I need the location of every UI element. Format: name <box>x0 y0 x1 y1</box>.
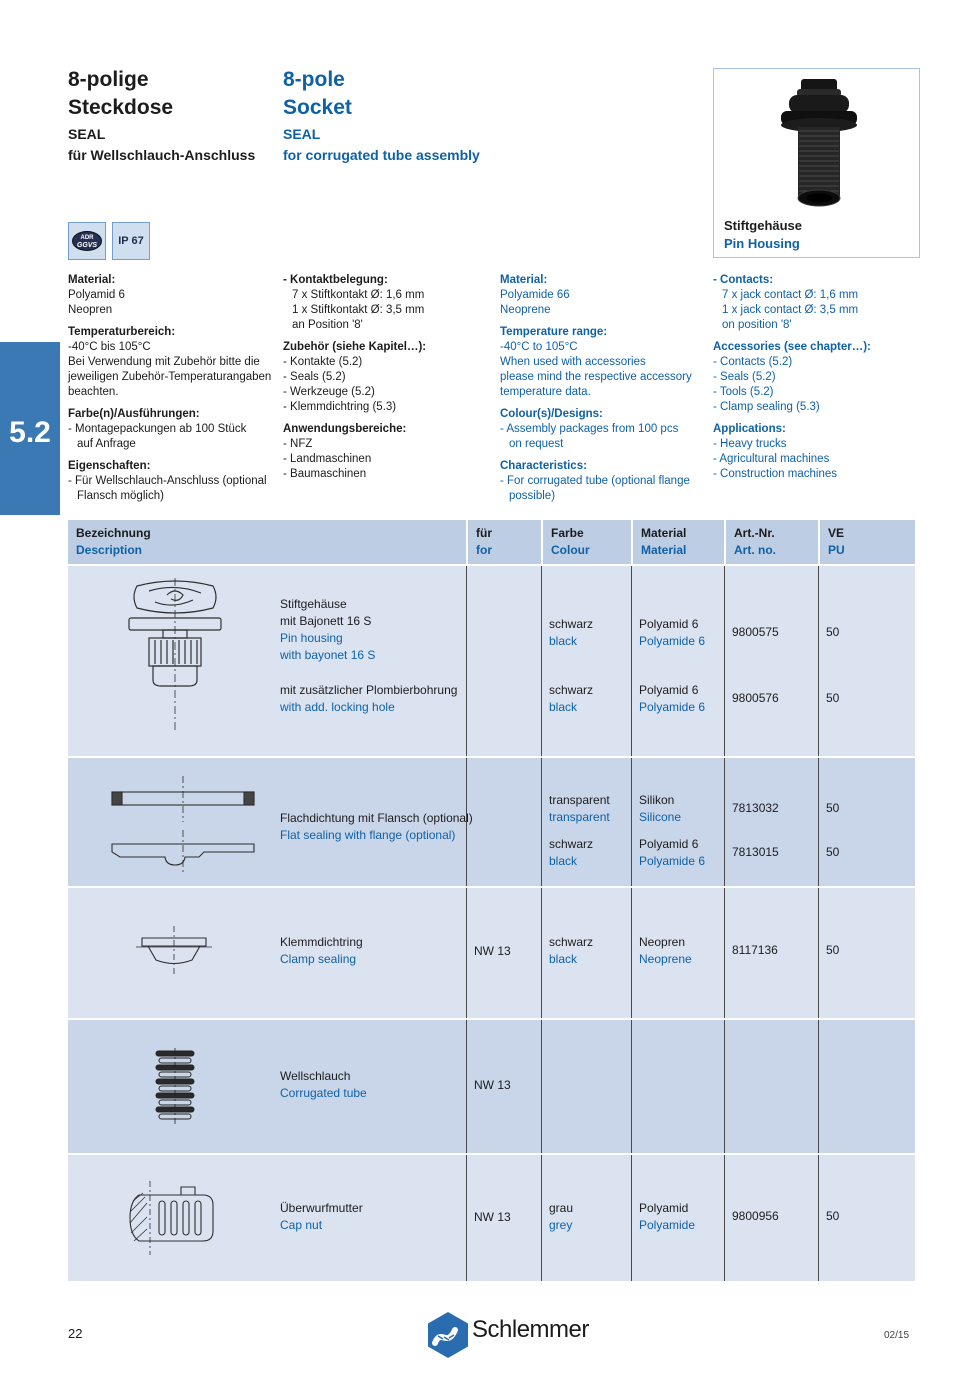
info-line: - Construction machines <box>713 468 837 480</box>
art-no: 7813032 <box>732 801 779 815</box>
info-heading: - Kontaktbelegung: <box>283 274 388 286</box>
title-de-line1: 8-polige <box>68 68 149 91</box>
subtitle-de-line1: SEAL <box>68 126 106 142</box>
col-header-pu-en: PU <box>828 543 845 557</box>
desc-en: Pin housing <box>280 631 343 645</box>
product-table <box>68 520 915 1283</box>
cap-nut-drawing <box>123 1181 218 1256</box>
colour-en: black <box>549 700 578 714</box>
info-heading: Temperaturbereich: <box>68 326 176 338</box>
subtitle-en-line2: for corrugated tube assembly <box>283 147 480 163</box>
pu: 50 <box>826 801 840 815</box>
desc-de: Stiftgehäuse <box>280 597 347 611</box>
col-header-artno-en: Art. no. <box>734 543 776 557</box>
col-header-description-en: Description <box>76 543 143 557</box>
art-no: 8117136 <box>732 943 778 957</box>
info-line: Polyamide 66 <box>500 289 570 301</box>
art-no: 7813015 <box>732 845 779 859</box>
info-line: on request <box>509 438 564 450</box>
desc-de: Wellschlauch <box>280 1069 351 1083</box>
colour-en: black <box>549 854 578 868</box>
info-line: - Für Wellschlauch-Anschluss (optional <box>68 475 267 487</box>
pin-housing-photo <box>769 77 869 217</box>
info-line: - Heavy trucks <box>713 438 787 450</box>
adr-ggvs-icon <box>71 230 103 252</box>
colour-en: black <box>549 634 578 648</box>
colour-de: grau <box>549 1201 574 1215</box>
info-line: - Baumaschinen <box>283 468 367 480</box>
pu: 50 <box>826 943 840 957</box>
desc-en: with add. locking hole <box>280 700 395 714</box>
title-de-line2: Steckdose <box>68 96 174 119</box>
material-de: Polyamid 6 <box>639 617 699 631</box>
info-col-de-2 <box>283 273 493 482</box>
svg-text:GGVS: GGVS <box>76 242 98 249</box>
info-heading: Anwendungsbereiche: <box>283 423 407 435</box>
info-line: beachten. <box>68 386 119 398</box>
info-line: -40°C bis 105°C <box>68 341 151 353</box>
title-en-line1: 8-pole <box>283 68 345 91</box>
info-line: - Contacts (5.2) <box>713 356 793 368</box>
material-de: Polyamid 6 <box>639 683 699 697</box>
colour-de: schwarz <box>549 935 594 949</box>
info-heading: Applications: <box>713 423 786 435</box>
clamp-sealing-drawing <box>134 924 214 979</box>
svg-text:ADR: ADR <box>80 235 94 241</box>
ip67-badge <box>112 222 150 260</box>
col-header-for-de: für <box>476 526 492 540</box>
section-tab: 5.2 <box>0 342 60 515</box>
art-no: 9800956 <box>732 1209 779 1223</box>
info-line: 1 x Stiftkontakt Ø: 3,5 mm <box>292 304 425 316</box>
info-line: Neopren <box>68 304 113 316</box>
corrugated-tube-drawing <box>150 1048 200 1128</box>
table-header <box>68 520 915 564</box>
desc-en: Cap nut <box>280 1218 323 1232</box>
desc-en: Flat sealing with flange (optional) <box>280 828 456 842</box>
info-heading: Characteristics: <box>500 460 587 472</box>
flat-sealing-drawing <box>108 770 258 875</box>
col-header-material-de: Material <box>641 526 687 540</box>
info-heading: Zubehör (siehe Kapitel…): <box>283 341 427 353</box>
info-line: Flansch möglich) <box>77 490 164 502</box>
art-no: 9800576 <box>732 691 779 705</box>
schlemmer-logo-icon <box>428 1312 468 1358</box>
info-line: on position '8' <box>722 319 792 331</box>
info-heading: Eigenschaften: <box>68 460 151 472</box>
edition-label: 02/15 <box>884 1330 910 1341</box>
info-line: jeweiligen Zubehör-Temperaturangaben <box>68 371 272 383</box>
photo-caption-en: Pin Housing <box>724 236 800 251</box>
info-line: - Montagepackungen ab 100 Stück <box>68 423 247 435</box>
art-no: 9800575 <box>732 625 779 639</box>
info-line: possible) <box>509 490 556 502</box>
info-heading: Material: <box>500 274 548 286</box>
table-row <box>68 758 915 886</box>
ip67-label: IP 67 <box>118 235 144 247</box>
colour-de: schwarz <box>549 683 594 697</box>
info-line: 7 x jack contact Ø: 1,6 mm <box>722 289 859 301</box>
info-line: Neoprene <box>500 304 551 316</box>
info-line: - NFZ <box>283 438 313 450</box>
info-line: auf Anfrage <box>77 438 136 450</box>
colour-de: schwarz <box>549 617 594 631</box>
info-heading: Colour(s)/Designs: <box>500 408 603 420</box>
info-line: - Kontakte (5.2) <box>283 356 363 368</box>
table-row <box>68 1155 915 1281</box>
info-line: temperature data. <box>500 386 591 398</box>
info-line: 1 x jack contact Ø: 3,5 mm <box>722 304 859 316</box>
info-line: - Agricultural machines <box>713 453 830 465</box>
info-line: - Klemmdichtring (5.3) <box>283 401 397 413</box>
desc-en: Clamp sealing <box>280 952 357 966</box>
info-line: please mind the respective accessory <box>500 371 692 383</box>
info-line: Bei Verwendung mit Zubehör bitte die <box>68 356 260 368</box>
colour-de: transparent <box>549 793 610 807</box>
pu: 50 <box>826 1209 840 1223</box>
material-en: Polyamide 6 <box>639 854 706 868</box>
material-de: Polyamid <box>639 1201 689 1215</box>
desc-de: mit zusätzlicher Plombierbohrung <box>280 683 458 697</box>
desc-en: Corrugated tube <box>280 1086 367 1100</box>
info-line: - Landmaschinen <box>283 453 372 465</box>
colour-de: schwarz <box>549 837 594 851</box>
pin-housing-drawing <box>115 578 235 738</box>
photo-caption-de: Stiftgehäuse <box>724 218 803 233</box>
table-row <box>68 888 915 1018</box>
material-en: Polyamide 6 <box>639 700 706 714</box>
col-header-description-de: Bezeichnung <box>76 526 151 540</box>
cert-badge <box>68 222 106 260</box>
col-header-colour-en: Colour <box>551 543 590 557</box>
for-value: NW 13 <box>474 944 511 958</box>
info-line: - Tools (5.2) <box>713 386 774 398</box>
info-heading: Material: <box>68 274 116 286</box>
material-en: Neoprene <box>639 952 692 966</box>
title-en-line2: Socket <box>283 96 352 119</box>
colour-en: grey <box>549 1218 573 1232</box>
material-de: Silikon <box>639 793 675 807</box>
desc-en: with bayonet 16 S <box>280 648 376 662</box>
table-row <box>68 566 915 756</box>
info-line: - Werkzeuge (5.2) <box>283 386 375 398</box>
info-heading: Temperature range: <box>500 326 608 338</box>
table-row <box>68 1020 915 1153</box>
page-number: 22 <box>68 1326 83 1341</box>
subtitle-en-line1: SEAL <box>283 126 321 142</box>
pu: 50 <box>826 625 840 639</box>
material-de: Neopren <box>639 935 686 949</box>
info-line: -40°C to 105°C <box>500 341 578 353</box>
info-col-en-2 <box>713 273 920 482</box>
for-value: NW 13 <box>474 1078 511 1092</box>
material-en: Polyamide <box>639 1218 696 1232</box>
colour-en: black <box>549 952 578 966</box>
info-line: - For corrugated tube (optional flange <box>500 475 690 487</box>
desc-de: Klemmdichtring <box>280 935 363 949</box>
info-heading: Accessories (see chapter…): <box>713 341 871 353</box>
material-en: Polyamide 6 <box>639 634 706 648</box>
info-line: - Clamp sealing (5.3) <box>713 401 820 413</box>
info-line: Polyamid 6 <box>68 289 125 301</box>
info-heading: Farbe(n)/Ausführungen: <box>68 408 200 420</box>
brand-name: Schlemmer <box>472 1316 589 1343</box>
desc-de: Flachdichtung mit Flansch (optional) <box>280 811 473 825</box>
desc-de: Überwurfmutter <box>280 1201 363 1215</box>
col-header-for-en: for <box>476 543 492 557</box>
subtitle-de-line2: für Wellschlauch-Anschluss <box>68 147 256 163</box>
material-en: Silicone <box>639 810 682 824</box>
product-image-box <box>713 68 920 258</box>
col-header-colour-de: Farbe <box>551 526 584 540</box>
desc-de: mit Bajonett 16 S <box>280 614 372 628</box>
info-line: - Seals (5.2) <box>713 371 776 383</box>
info-line: 7 x Stiftkontakt Ø: 1,6 mm <box>292 289 425 301</box>
colour-en: transparent <box>549 810 610 824</box>
info-col-en-1 <box>500 273 710 504</box>
col-header-pu-de: VE <box>828 526 845 540</box>
info-line: - Assembly packages from 100 pcs <box>500 423 679 435</box>
pu: 50 <box>826 691 840 705</box>
col-header-artno-de: Art.-Nr. <box>734 526 775 540</box>
info-col-de-1 <box>68 273 280 504</box>
col-header-material-en: Material <box>641 543 687 557</box>
info-line: When used with accessories <box>500 356 646 368</box>
for-value: NW 13 <box>474 1210 511 1224</box>
info-line: - Seals (5.2) <box>283 371 346 383</box>
pu: 50 <box>826 845 840 859</box>
material-de: Polyamid 6 <box>639 837 699 851</box>
info-line: an Position '8' <box>292 319 363 331</box>
info-heading: - Contacts: <box>713 274 774 286</box>
